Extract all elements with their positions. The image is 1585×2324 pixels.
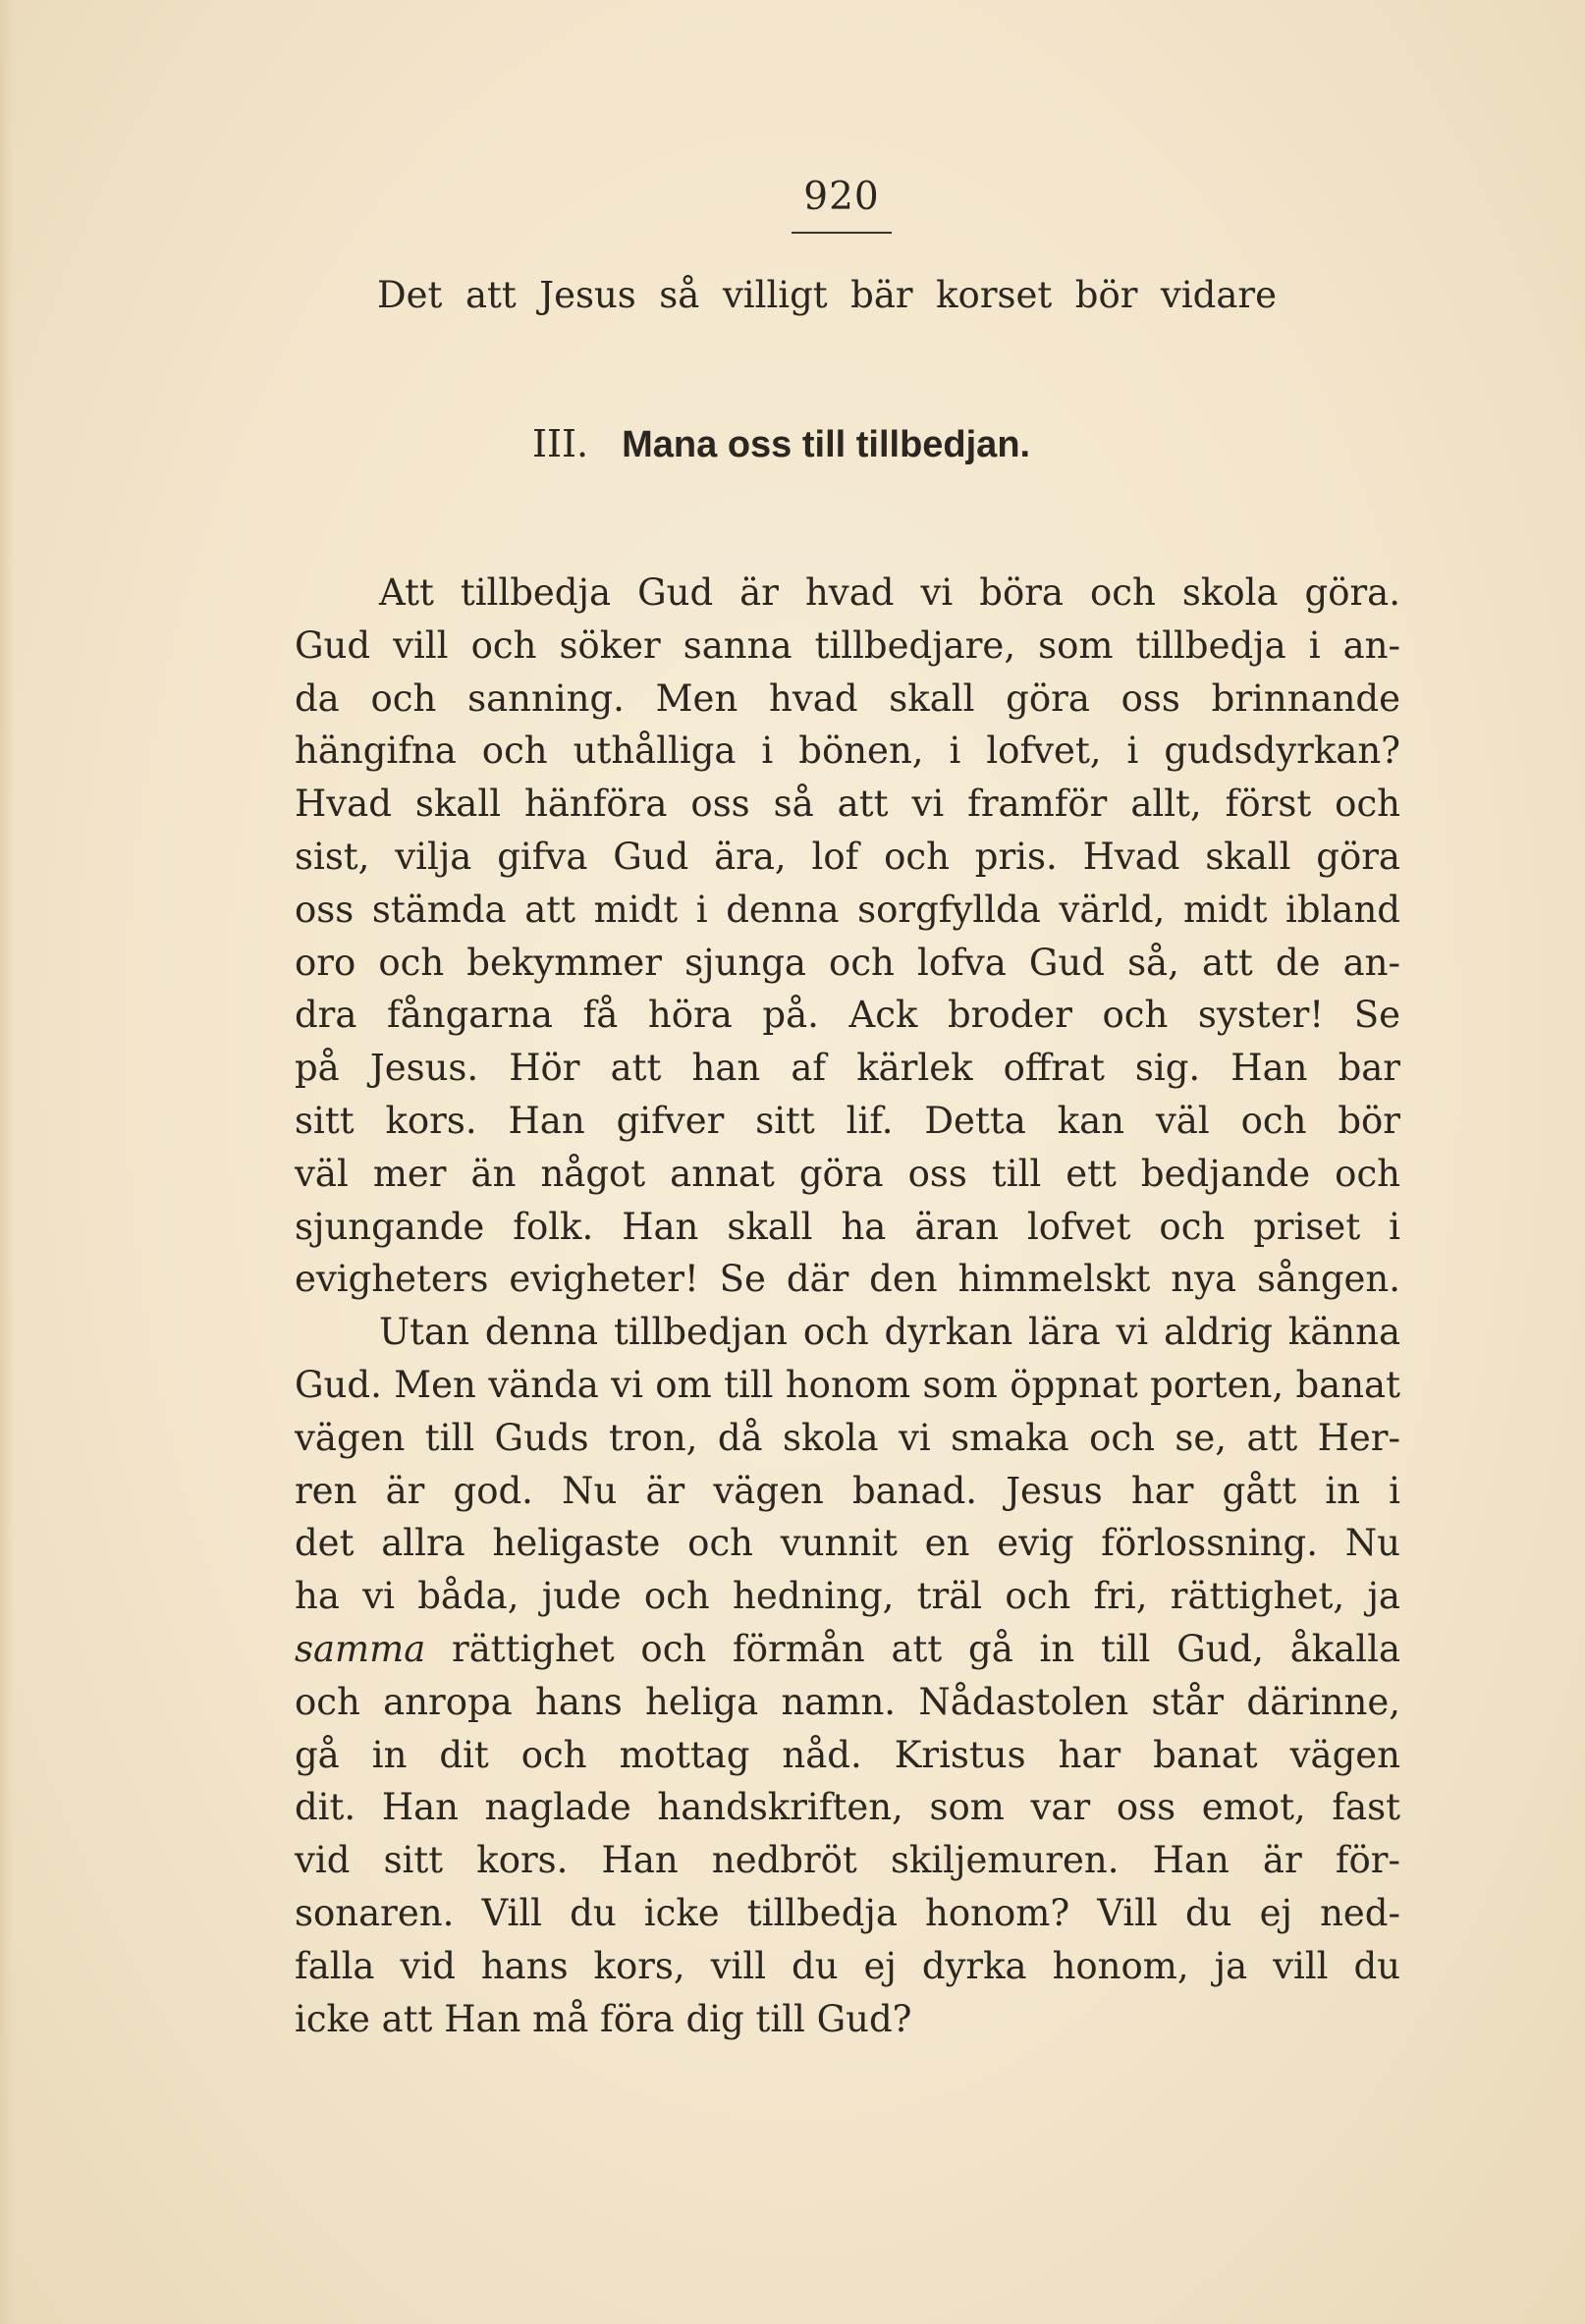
text-line: oro och bekymmer sjunga och lofva Gud så, att de an- [295, 942, 1400, 984]
text-line: dra fångarna få höra på. Ack broder och syster! Se [295, 994, 1400, 1036]
text-line: vägen till Guds tron, då skola vi smaka och se, att Her- [295, 1417, 1400, 1459]
text-line: sonaren. Vill du icke tillbedja honom? Vill du ej ned- [295, 1892, 1400, 1934]
text-line: falla vid hans kors, vill du ej dyrka honom, ja vill du [295, 1945, 1400, 1987]
text-line: väl mer än något annat göra oss till ett bedjande och [295, 1153, 1400, 1195]
text-line: da och sanning. Men hvad skall göra oss brinnande [295, 677, 1400, 720]
text-line: sist, vilja gifva Gud ära, lof och pris. Hvad skall göra [295, 836, 1400, 878]
text-line: evigheters evigheter! Se där den himmelskt nya sången. [295, 1258, 1400, 1300]
text-line: ha vi båda, jude och hedning, träl och fri, rättighet, ja [295, 1575, 1400, 1617]
text-line: oss stämda att midt i denna sorgfyllda värld, midt ibland [295, 889, 1400, 931]
section-heading [532, 422, 1030, 466]
text-line: dit. Han naglade handskriften, som var oss emot, fast [295, 1786, 1400, 1828]
text-line [295, 1628, 1400, 1670]
text-line: Utan denna tillbedjan och dyrkan lära vi aldrig känna [379, 1311, 1400, 1353]
text-line: och anropa hans heliga namn. Nådastolen står därinne, [295, 1681, 1400, 1723]
text-line: det allra heligaste och vunnit en evig förlossning. Nu [295, 1522, 1400, 1564]
text-line: vid sitt kors. Han nedbröt skiljemuren. Han är för- [295, 1839, 1400, 1881]
text-line: Hvad skall hänföra oss så att vi framför allt, först och [295, 783, 1400, 825]
page-number: 920 [803, 175, 880, 219]
page-number-rule [792, 232, 892, 234]
text-line: icke att Han må föra dig till Gud? [295, 1998, 912, 2040]
text-line: sjungande folk. Han skall ha äran lofvet och priset i [295, 1206, 1400, 1248]
page-edge-shadow [0, 0, 14, 2324]
text-line: hängifna och uthålliga i bönen, i lofvet, i gudsdyrkan? [295, 730, 1400, 772]
text-line: ren är god. Nu är vägen banad. Jesus har gått in i [295, 1470, 1400, 1512]
text-line: sitt kors. Han gifver sitt lif. Detta kan väl och bör [295, 1100, 1400, 1142]
text-line: gå in dit och mottag nåd. Kristus har banat vägen [295, 1734, 1400, 1776]
section-title: Mana oss till tillbedjan. [622, 424, 1031, 465]
text-line: Gud vill och söker sanna tillbedjare, som tillbedja i an- [295, 624, 1400, 667]
carryover-line: Det att Jesus så villigt bär korset bör vidare [377, 274, 1277, 316]
text-line: Gud. Men vända vi om till honom som öppnat porten, banat [295, 1364, 1400, 1406]
section-numeral: III. [532, 422, 589, 465]
emphasized-word: samma [295, 1628, 426, 1670]
text-line: på Jesus. Hör att han af kärlek offrat sig. Han bar [295, 1047, 1400, 1089]
text-line: Att tillbedja Gud är hvad vi böra och skola göra. [379, 571, 1400, 614]
line-remainder: rättighet och förmån att gå in till Gud, åkalla [425, 1628, 1400, 1670]
